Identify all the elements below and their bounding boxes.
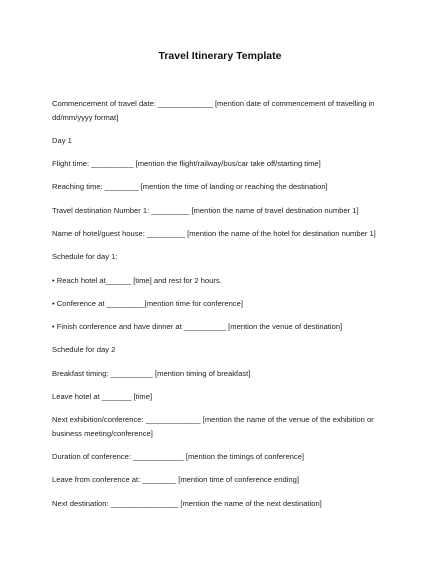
next-exhibition-line: Next exhibition/conference: _____________ [mention the name of the venue of the exhibition or business meeting/conference]: [52, 415, 374, 438]
travel-destination-line: Travel destination Number 1: _________ [mention the name of travel destination number 1]: [52, 205, 359, 215]
commencement-date-line: Commencement of travel date: _____________ [mention date of commencement of travelling in dd/mm/yyyy format]: [52, 99, 375, 122]
next-destination-line: Next destination: ________________ [mention the name of the next destination]: [52, 498, 322, 508]
leave-conference-line: Leave from conference at: ________ [mention time of conference ending]: [52, 475, 299, 485]
flight-time-line: Flight time: __________ [mention the flight/railway/bus/car take off/starting time]: [52, 159, 321, 169]
leave-hotel-line: Leave hotel at _______ [time]: [52, 392, 153, 402]
day-1-heading: Day 1: [52, 135, 72, 145]
finish-conference-bullet: • Finish conference and have dinner at __________ [mention the venue of destination]: [52, 322, 343, 332]
conference-duration-line: Duration of conference: ____________ [mention the timings of conference]: [52, 452, 305, 462]
reaching-time-line: Reaching time: ________ [mention the time of landing or reaching the destination]: [52, 182, 328, 192]
breakfast-timing-line: Breakfast timing: __________ [mention timing of breakfast]: [52, 368, 251, 378]
schedule-day-1-heading: Schedule for day 1:: [52, 252, 118, 262]
document-body: [52, 97, 382, 520]
hotel-name-line: Name of hotel/guest house: _________ [mention the name of the hotel for destination number 1]: [52, 228, 376, 238]
document-title: Travel Itinerary Template: [158, 50, 282, 62]
schedule-day-2-heading: Schedule for day 2: [52, 345, 116, 355]
reach-hotel-bullet: • Reach hotel at______ [time] and rest for 2 hours.: [52, 275, 222, 285]
conference-bullet: • Conference at _________[mention time for conference]: [52, 298, 243, 308]
